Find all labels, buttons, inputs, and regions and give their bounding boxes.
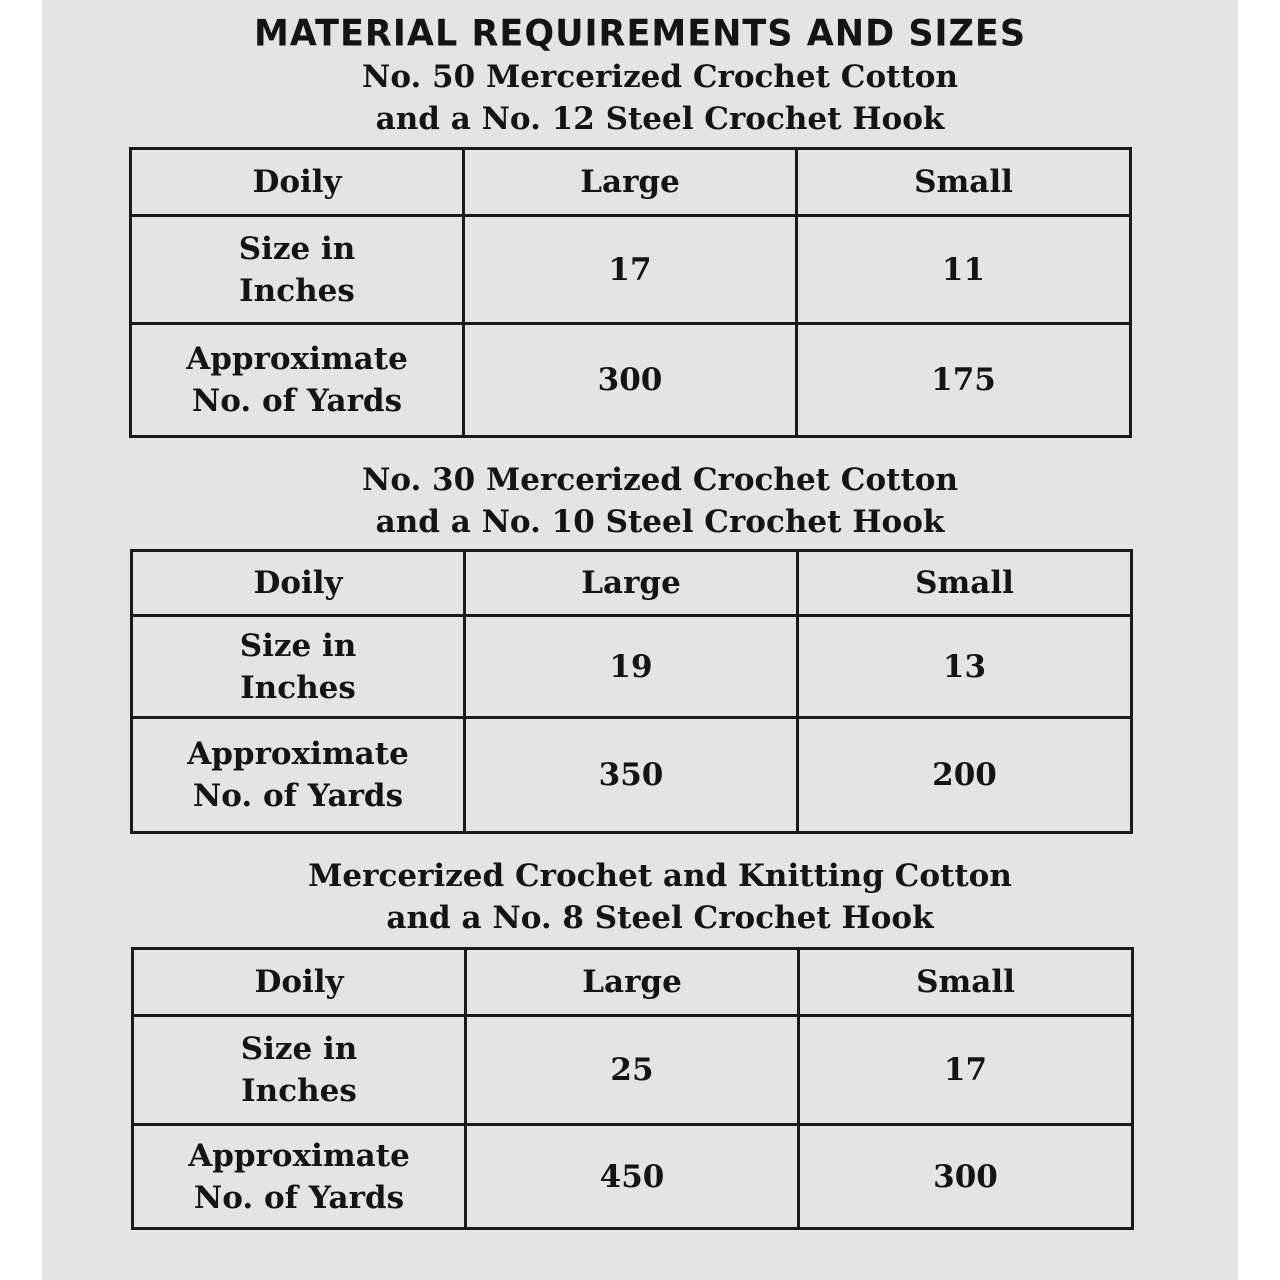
table-header-row	[133, 949, 1133, 1016]
yards-row	[133, 1125, 1133, 1229]
section-3-subtitle	[62, 855, 1258, 939]
yards-row	[131, 324, 1131, 437]
pattern-page	[42, 0, 1238, 1280]
section-2-hook: and a No. 10 Steel Crochet Hook	[375, 504, 945, 540]
section-1-table	[129, 147, 1132, 438]
table-header-row	[131, 149, 1131, 216]
yards-large: 450	[466, 1125, 799, 1229]
header-doily: Doily	[133, 949, 466, 1016]
section-3-hook: and a No. 8 Steel Crochet Hook	[386, 900, 934, 936]
yards-large: 300	[464, 324, 797, 437]
section-2-thread: No. 30 Mercerized Crochet Cotton	[362, 462, 958, 498]
yards-label-line-2: No. of Yards	[192, 778, 404, 814]
section-2-subtitle	[62, 459, 1258, 543]
section-3-table	[131, 947, 1134, 1230]
size-large: 17	[464, 216, 797, 324]
yards-row	[132, 718, 1132, 833]
yards-label	[131, 324, 464, 437]
yards-small: 175	[797, 324, 1131, 437]
header-small: Small	[797, 149, 1131, 216]
yards-label	[133, 1125, 466, 1229]
header-small: Small	[799, 949, 1133, 1016]
yards-label-line-2: No. of Yards	[193, 1179, 405, 1216]
size-label-line-1: Size in	[240, 1031, 358, 1067]
section-1-hook: and a No. 12 Steel Crochet Hook	[375, 101, 945, 137]
size-small: 11	[797, 216, 1131, 324]
size-label	[132, 616, 465, 718]
yards-label	[132, 718, 465, 833]
yards-label-line-1: Approximate	[186, 341, 408, 377]
size-label-line-2: Inches	[240, 669, 356, 706]
size-row	[133, 1016, 1133, 1125]
size-label	[133, 1016, 466, 1125]
header-large: Large	[464, 149, 797, 216]
page-title: MATERIAL REQUIREMENTS AND SIZES	[253, 13, 1027, 55]
section-2-table	[130, 549, 1133, 834]
header-large: Large	[466, 949, 799, 1016]
size-large: 25	[466, 1016, 799, 1125]
size-small: 17	[799, 1016, 1133, 1125]
size-label	[131, 216, 464, 324]
section-1-subtitle	[62, 56, 1258, 140]
yards-label-line-1: Approximate	[187, 736, 409, 772]
yards-small: 300	[799, 1125, 1133, 1229]
size-label-line-1: Size in	[238, 230, 356, 267]
section-1-thread: No. 50 Mercerized Crochet Cotton	[362, 59, 958, 95]
size-large: 19	[465, 616, 798, 718]
size-row	[132, 616, 1132, 718]
size-row	[131, 216, 1131, 324]
yards-label-line-1: Approximate	[188, 1137, 410, 1174]
yards-large: 350	[465, 718, 798, 833]
header-small: Small	[798, 551, 1132, 616]
size-label-line-1: Size in	[239, 627, 357, 664]
yards-small: 200	[798, 718, 1132, 833]
header-large: Large	[465, 551, 798, 616]
size-label-line-2: Inches	[239, 272, 355, 309]
header-doily: Doily	[131, 149, 464, 216]
yards-label-line-2: No. of Yards	[191, 383, 403, 419]
size-label-line-2: Inches	[241, 1073, 357, 1109]
size-small: 13	[798, 616, 1132, 718]
table-header-row	[132, 551, 1132, 616]
header-doily: Doily	[132, 551, 465, 616]
section-3-thread: Mercerized Crochet and Knitting Cotton	[308, 858, 1012, 894]
